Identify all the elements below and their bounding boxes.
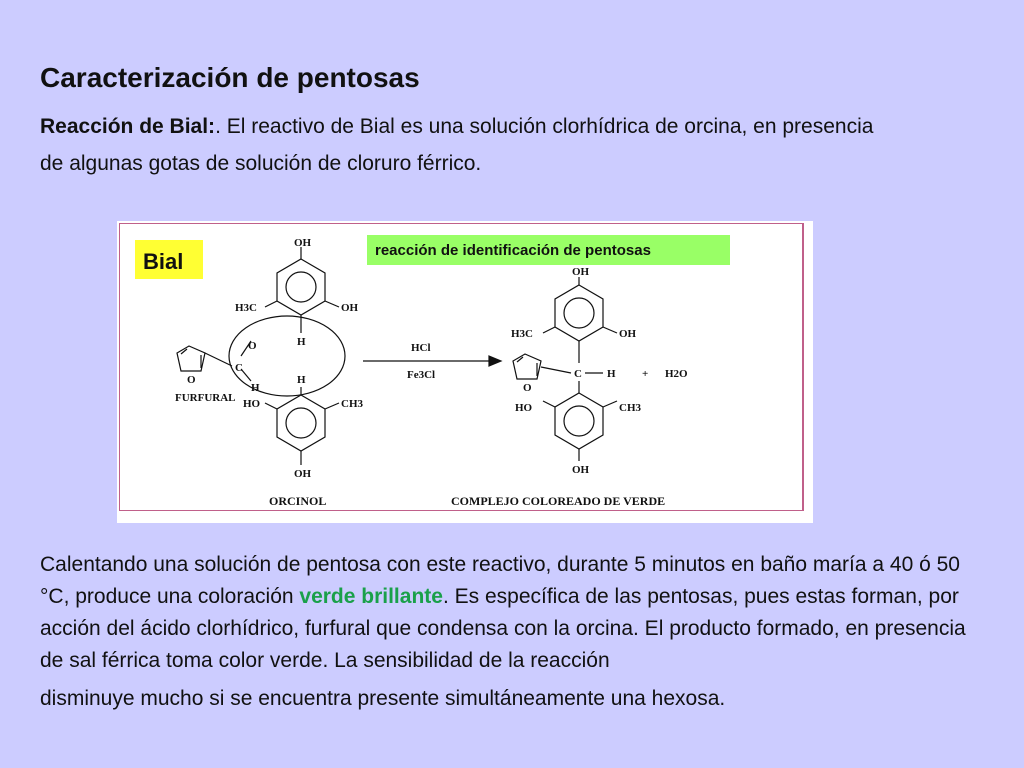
body-text-part2: . Es específica de las pentosas, pues estas forman, por acción del ácido clorhídrico, furfural que condensa con la orcina. El producto formado, en presencia de sal férrica toma color verde. La sensibilidad de la reacción xyxy=(40,585,966,672)
bial-reaction-figure xyxy=(117,221,813,523)
orcinol-bottom-ring xyxy=(265,387,339,465)
oh-label: OH xyxy=(294,468,312,480)
intro-lead: Reacción de Bial: xyxy=(40,115,216,138)
bial-badge: Bial xyxy=(143,249,184,274)
oh-label: OH xyxy=(619,328,637,340)
ch3-label: CH3 xyxy=(341,398,363,410)
h-label: H xyxy=(607,368,616,380)
product-bottom-ring xyxy=(543,381,617,461)
o-label: O xyxy=(187,374,196,386)
h3c-label: H3C xyxy=(511,328,533,340)
intro-paragraph xyxy=(40,108,900,182)
c-label: C xyxy=(574,368,582,380)
reagent-top: HCl xyxy=(411,342,431,354)
condensation-ellipse xyxy=(229,316,345,396)
water-label: H2O xyxy=(665,368,688,380)
h-label: H xyxy=(297,336,306,348)
highlight-verde-brillante: verde brillante xyxy=(299,585,443,608)
c-label: C xyxy=(235,362,243,374)
body-text-part1: Calentando una solución de pentosa con este reactivo, durante 5 minutos en baño maría a 40 ó 50 °C, produce una coloración xyxy=(40,553,960,608)
reagent-bottom: Fe3Cl xyxy=(407,369,436,381)
banner-text: reacción de identificación de pentosas xyxy=(375,242,651,259)
o-label: O xyxy=(523,382,532,394)
h3c-label: H3C xyxy=(235,302,257,314)
ho-label: HO xyxy=(243,398,261,410)
h-label: H xyxy=(251,382,260,394)
ho-label: HO xyxy=(515,402,533,414)
orcinol-label: ORCINOL xyxy=(269,494,327,508)
product-furfural-ring xyxy=(513,354,603,379)
product-label: COMPLEJO COLOREADO DE VERDE xyxy=(451,494,666,508)
h-label: H xyxy=(297,374,306,386)
oh-label: OH xyxy=(294,237,312,249)
oh-label: OH xyxy=(572,266,590,278)
oh-label: OH xyxy=(572,464,590,476)
product-top-ring xyxy=(543,277,617,363)
intro-text: . El reactivo de Bial es una solución clorhídrica de orcina, en presencia de algunas gotas de solución de cloruro férrico. xyxy=(40,115,874,175)
furfural-label: FURFURAL xyxy=(175,392,236,404)
slide-title: Caracterización de pentosas xyxy=(40,62,420,93)
o-label: O xyxy=(248,340,257,352)
arrow-head xyxy=(489,356,501,366)
body-paragraph xyxy=(40,549,985,715)
orcinol-top-ring xyxy=(265,247,339,333)
oh-label: OH xyxy=(341,302,359,314)
plus-sign: + xyxy=(642,368,649,380)
reaction-diagram xyxy=(117,221,813,523)
body-text-last: disminuye mucho si se encuentra presente simultáneamente una hexosa. xyxy=(40,687,726,710)
ch3-label: CH3 xyxy=(619,402,641,414)
